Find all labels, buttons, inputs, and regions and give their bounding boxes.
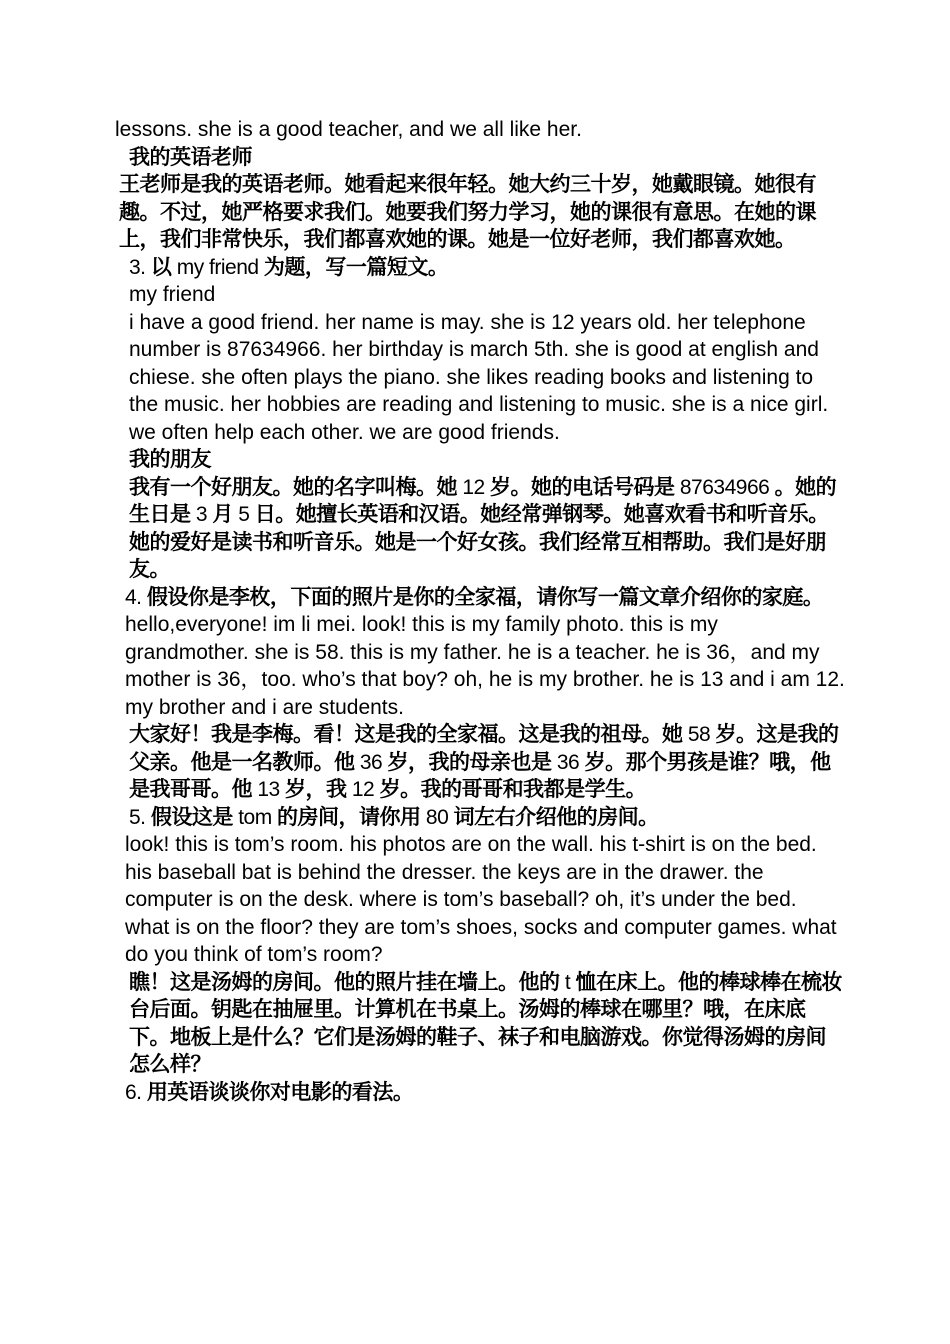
heading-my-english-teacher: 我的英语老师 [129,145,252,169]
text-run: 13 [257,778,280,801]
question-text: 以 [150,255,177,279]
text-run: 大家好！我是李梅。看！这是我的全家福。这是我的祖母。她 [129,723,688,746]
heading-my-friend-chinese: 我的朋友 [129,448,211,471]
question-text: 假设你是李枚，下面的照片是你的全家福，请你写一篇文章介绍你的家庭。 [146,585,824,609]
question-number: 5. [129,805,151,829]
question-text: 假设这是 [150,805,239,829]
text-run: 瞧！这是汤姆的房间。他的照片挂在墙上。他的 [129,970,565,994]
question-5 [115,804,845,832]
text-run: 36 [359,750,383,774]
text-run: 岁。这是我的父亲。他是一名教师。他 [129,723,839,774]
paragraph-english-teacher-end: lessons. she is a good teacher, and we all like her. [115,118,582,141]
question-text: 用英语谈谈你对电影的看法。 [146,1080,414,1104]
text-run: 5 [238,503,250,526]
question-text: tom [238,805,272,829]
text-run: 58 [687,723,711,746]
text-run: 。她的生日是 [129,475,837,526]
text-run: 月 [207,503,239,526]
question-text: 词左右介绍他的房间。 [448,805,659,829]
text-run: 岁，我 [279,778,352,801]
text-run: 36 [556,750,580,774]
text-run: t [564,970,571,994]
paragraph-my-friend-chinese [115,474,845,584]
question-text: 的房间，请你用 [271,805,426,829]
question-number: 3. [129,255,151,279]
question-3 [115,254,845,282]
question-4 [115,584,845,612]
paragraph-english-teacher-chinese: 王老师是我的英语老师。她看起来很年轻。她大约三十岁，她戴眼镜。她很有趣。不过，她严格要求我们。她要我们努力学习，她的课很有意思。在她的课上，我们非常快乐，我们都喜欢她的课。她是一位好老师，我们都喜欢她。 [119,173,816,251]
paragraph-toms-room-english: look! this is tom’s room. his photos are on the wall. his t-shirt is on the bed. his baseball bat is behind the dresser. the keys are in the drawer. the computer is on the desk. where is tom’s baseball? oh, it’s under the bed. what is on the floor? they are tom’s shoes, socks and computer games. what do you think of tom’s room? [125,833,837,966]
paragraph-family-english: hello,everyone! im li mei. look! this is my family photo. this is my grandmother. she is 58. this is my father. he is a teacher. he is 36，and my mother is 36，too. who’s that boy? oh, he is my brother. he is 13 and i am 12. my brother and i are students. [125,613,845,719]
text-run: 岁，我的母亲也是 [382,750,557,774]
text-run: 12 [462,475,485,499]
text-run: 我有一个好朋友。她的名字叫梅。她 [129,475,463,499]
text-run: 87634966 [679,475,770,499]
question-text: 为题，写一篇短文。 [258,255,449,279]
text-run: 恤在床上。他的棒球棒在梳妆台后面。钥匙在抽屉里。计算机在书桌上。汤姆的棒球在哪里？哦，在床底下。地板上是什么？它们是汤姆的鞋子、袜子和电脑游戏。你觉得汤姆的房间怎么样？ [129,970,843,1076]
question-6 [115,1079,845,1107]
document-body [115,116,845,1106]
paragraph-family-chinese [115,721,845,804]
text-run: 岁。她的电话号码是 [484,475,680,499]
text-run: 3 [195,503,208,526]
text-run: 日。她擅长英语和汉语。她经常弹钢琴。她喜欢看书和听音乐。她的爱好是读书和听音乐。她是一个好女孩。我们经常互相帮助。我们是好朋友。 [129,503,829,581]
text-run: 岁。我的哥哥和我都是学生。 [374,778,647,801]
heading-my-friend: my friend [129,283,216,306]
text-run: 12 [351,778,375,801]
paragraph-toms-room-chinese [115,969,845,1079]
question-text: my friend [176,255,259,279]
question-number: 4. [125,585,147,609]
question-number: 6. [125,1080,147,1104]
paragraph-my-friend-english: i have a good friend. her name is may. she is 12 years old. her telephone number is 87634966. her birthday is march 5th. she is good at english and chiese. she often plays the piano. she likes reading books and listening to the music. her hobbies are reading and listening to music. she is a nice girl. we often help each other. we are good friends. [129,310,829,444]
text-run: 岁。那个男孩是谁？哦，他是我哥哥。他 [129,750,831,801]
question-text: 80 [425,805,449,829]
